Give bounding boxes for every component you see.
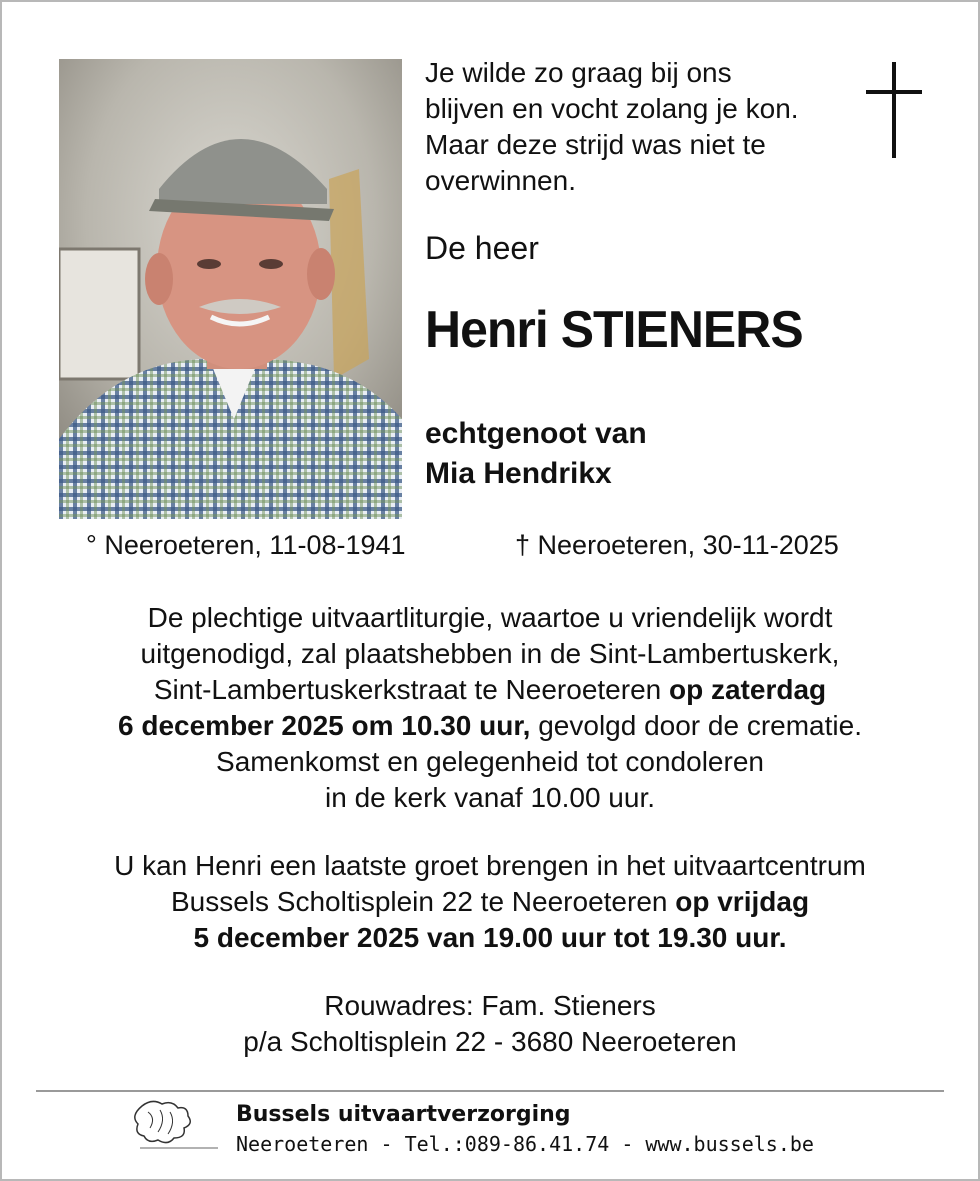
funeral-line [0, 672, 980, 708]
spouse-block [425, 414, 647, 494]
company-contact: Neeroeteren - Tel.:089-86.41.74 - www.bussels.be [236, 1132, 814, 1156]
birth-info [86, 530, 406, 561]
spouse-name: Mia Hendrikx [425, 457, 612, 490]
death-date: Neeroeteren, 30-11-2025 [537, 530, 839, 560]
honorific: De heer [425, 230, 539, 266]
birth-date: Neeroeteren, 11-08-1941 [104, 530, 406, 560]
funeral-datetime: 6 december 2025 om 10.30 uur, [118, 710, 531, 741]
deceased-name: Henri STIENERS [425, 301, 803, 359]
visitation-day: op vrijdag [675, 886, 810, 917]
death-info [515, 530, 839, 561]
visitation-paragraph [0, 848, 980, 956]
address-line: p/a Scholtisplein 22 - 3680 Neeroeteren [243, 1026, 737, 1057]
funeral-text: Sint-Lambertuskerkstraat te Neeroeteren [153, 674, 669, 705]
poem [425, 55, 855, 199]
visitation-text: Bussels Scholtisplein 22 te Neeroeteren [170, 886, 676, 917]
divider [36, 1090, 944, 1092]
funeral-line [0, 708, 980, 744]
poem-line: blijven en vocht zolang je kon. [425, 93, 799, 124]
portrait-photo [59, 59, 402, 519]
visitation-line: U kan Henri een laatste groet brengen in het uitvaartcentrum [114, 850, 866, 881]
birth-symbol: ° [86, 530, 97, 560]
visitation-datetime: 5 december 2025 van 19.00 uur tot 19.30 uur. [193, 922, 787, 953]
funeral-paragraph [0, 600, 980, 816]
funeral-line: Samenkomst en gelegenheid tot condoleren [216, 746, 764, 777]
poem-line: Maar deze strijd was niet te [425, 129, 766, 160]
address-block [0, 988, 980, 1060]
funeral-line: uitgenodigd, zal plaatshebben in de Sint-Lambertuskerk, [140, 638, 840, 669]
funeral-text: gevolgd door de crematie. [530, 710, 862, 741]
company-name: Bussels uitvaartverzorging [236, 1102, 571, 1127]
visitation-line [0, 884, 980, 920]
poem-line: Je wilde zo graag bij ons [425, 57, 732, 88]
funeral-day: op zaterdag [669, 674, 827, 705]
visitation-line [0, 920, 980, 956]
footer [236, 1100, 814, 1158]
death-symbol: † [515, 530, 531, 560]
poem-line: overwinnen. [425, 165, 576, 196]
cross-icon [866, 62, 922, 158]
funeral-line: in de kerk vanaf 10.00 uur. [325, 782, 655, 813]
bussels-logo [128, 1098, 224, 1156]
address-line: Rouwadres: Fam. Stieners [324, 990, 656, 1021]
funeral-line: De plechtige uitvaartliturgie, waartoe u vriendelijk wordt [147, 602, 833, 633]
relation-label: echtgenoot van [425, 417, 647, 450]
